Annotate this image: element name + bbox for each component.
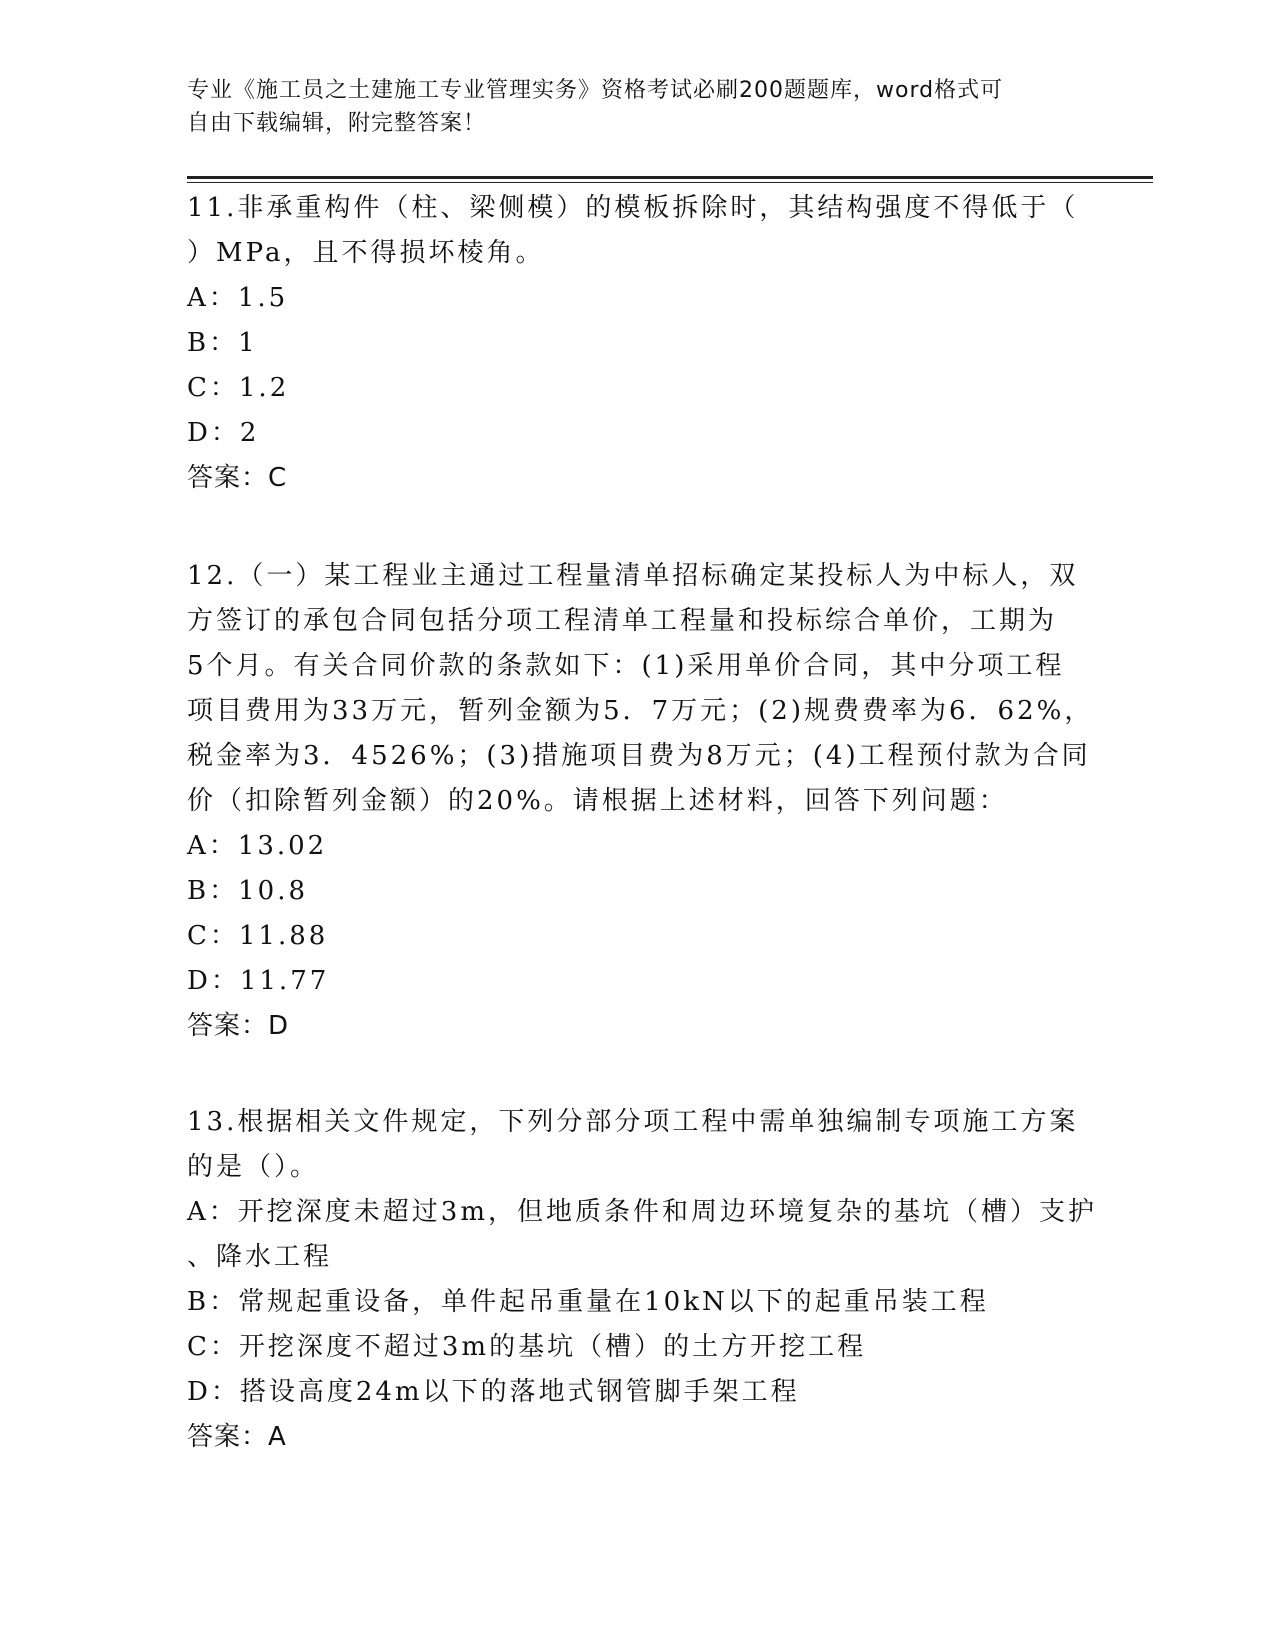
question-13 — [187, 1100, 1097, 1460]
question-stem-line: 5个月。有关合同价款的条款如下：(1)采用单价合同，其中分项工程 — [187, 651, 1065, 681]
option-b: B：10.8 — [187, 876, 308, 906]
option-b: B：1 — [187, 328, 258, 358]
answer-line: 答案：D — [187, 1011, 290, 1041]
question-stem-line: 方签订的承包合同包括分项工程清单工程量和投标综合单价，工期为 — [187, 606, 1058, 636]
header-divider-thick — [187, 176, 1153, 179]
option-a: A：1.5 — [187, 283, 289, 313]
question-stem-line: 11.非承重构件（柱、梁侧模）的模板拆除时，其结构强度不得低于（ — [187, 193, 1079, 223]
option-d: D：搭设高度24m以下的落地式钢管脚手架工程 — [187, 1377, 800, 1407]
option-c: C：1.2 — [187, 373, 290, 403]
option-c: C：开挖深度不超过3m的基坑（槽）的土方开挖工程 — [187, 1332, 867, 1362]
option-d: D：11.77 — [187, 966, 330, 996]
document-header — [187, 74, 1087, 140]
option-b: B：常规起重设备，单件起吊重量在10kN以下的起重吊装工程 — [187, 1287, 989, 1317]
question-11 — [187, 186, 1087, 501]
answer-line: 答案：C — [187, 463, 288, 493]
question-stem-line: 的是（）。 — [187, 1152, 320, 1182]
question-stem-line: 12.（一）某工程业主通过工程量清单招标确定某投标人为中标人，双 — [187, 561, 1079, 591]
question-stem-line: 13.根据相关文件规定，下列分部分项工程中需单独编制专项施工方案 — [187, 1107, 1079, 1137]
option-a: A：开挖深度未超过3m，但地质条件和周边环境复杂的基坑（槽）支护 — [187, 1197, 1097, 1227]
question-stem-line: 项目费用为33万元，暂列金额为5．7万元；(2)规费费率为6．62%， — [187, 696, 1094, 726]
option-a-continued: 、降水工程 — [187, 1242, 333, 1272]
answer-line: 答案：A — [187, 1422, 287, 1452]
header-line-1: 专业《施工员之土建施工专业管理实务》资格考试必刷200题题库，word格式可 — [187, 78, 1004, 103]
option-c: C：11.88 — [187, 921, 329, 951]
question-stem-line: 税金率为3．4526%；(3)措施项目费为8万元；(4)工程预付款为合同 — [187, 741, 1091, 771]
option-a: A：13.02 — [187, 831, 328, 861]
header-divider-thin — [187, 182, 1153, 183]
question-stem-line: ）MPa，且不得损坏棱角。 — [187, 238, 545, 268]
question-stem-line: 价（扣除暂列金额）的20%。请根据上述材料，回答下列问题： — [187, 786, 1008, 816]
header-line-2: 自由下载编辑，附完整答案！ — [187, 111, 487, 136]
option-d: D：2 — [187, 418, 260, 448]
question-12 — [187, 554, 1094, 1049]
